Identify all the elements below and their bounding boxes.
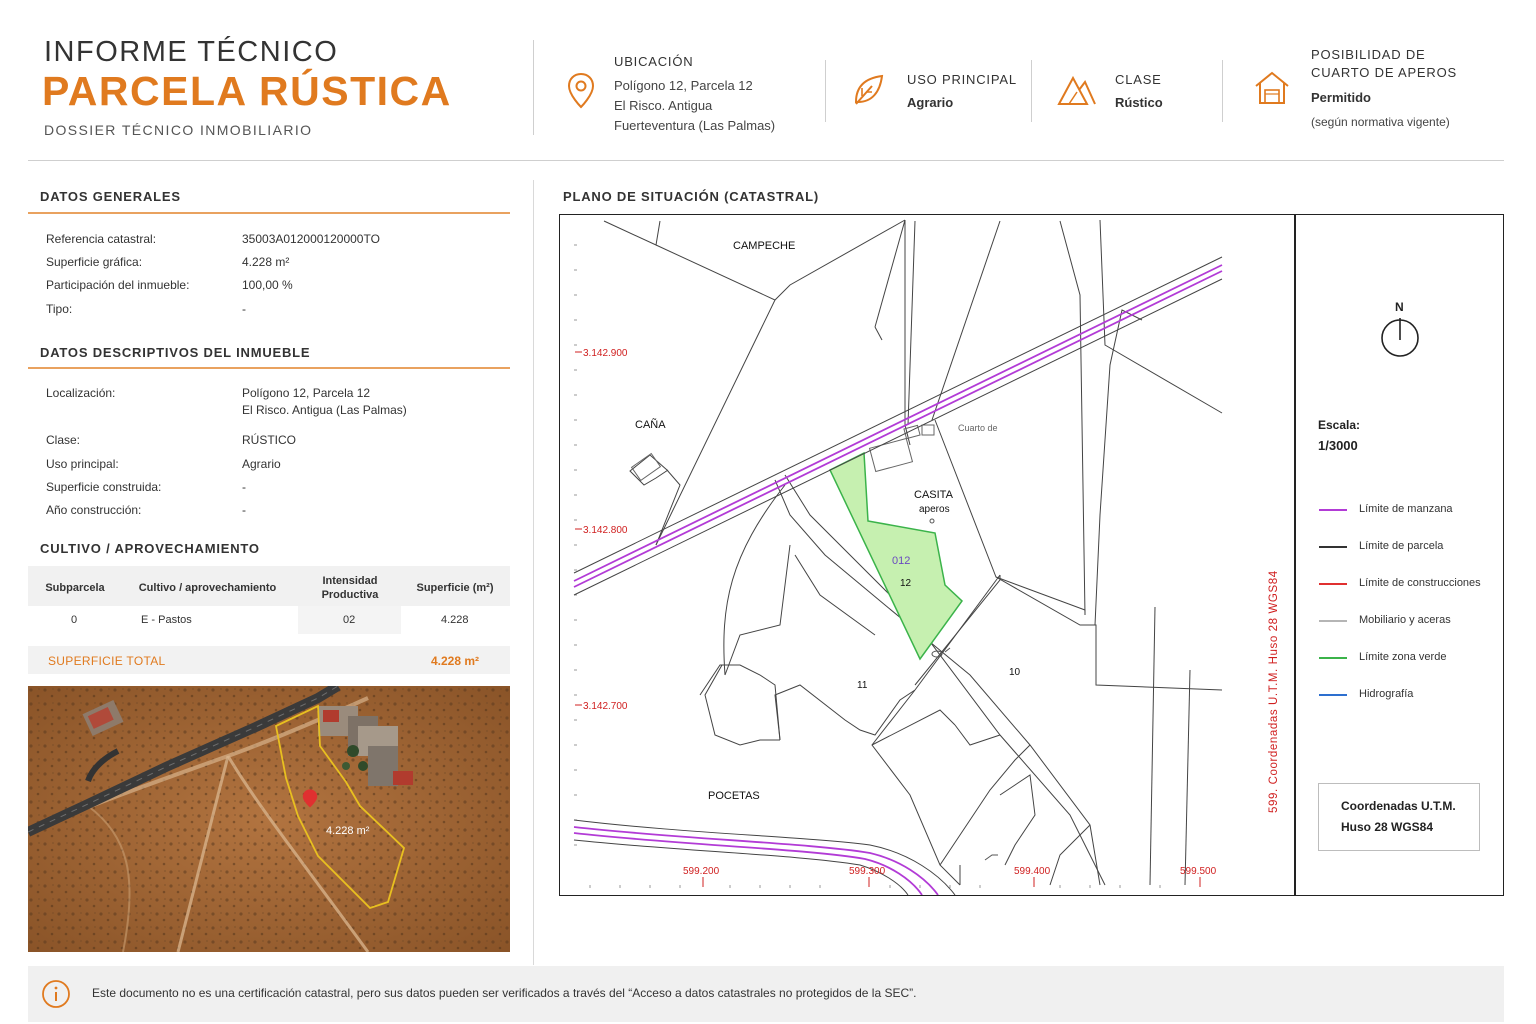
north-arrow-icon	[1380, 316, 1420, 358]
header-divider	[533, 40, 534, 135]
class-value: Rústico	[1115, 95, 1163, 110]
shed-note: (según normativa vigente)	[1311, 115, 1450, 129]
type-value: -	[242, 302, 246, 316]
col-intensity-line2: Productiva	[321, 589, 379, 601]
participation-key: Participación del inmueble:	[46, 278, 190, 292]
cadastral-ref-key: Referencia catastral:	[46, 232, 157, 246]
scale-label: Escala:	[1318, 418, 1361, 432]
label-pocetas: POCETAS	[708, 790, 760, 802]
built-area-value: -	[242, 480, 246, 494]
utm-box-line1: Coordenadas U.T.M.	[1341, 799, 1456, 813]
main-use-value: Agrario	[242, 457, 281, 471]
location-line2: El Risco. Antigua	[614, 98, 713, 113]
use-label: USO PRINCIPAL	[907, 72, 1017, 87]
label-cuarto: Cuarto de	[958, 423, 998, 433]
class-value: RÚSTICO	[242, 433, 296, 447]
coordinate-tick-marks	[575, 352, 1200, 887]
north-label: N	[1395, 300, 1404, 314]
cadastral-map	[560, 215, 1294, 895]
info-icon	[41, 979, 71, 1009]
leaf-icon	[850, 72, 886, 108]
y-axis-ticks	[574, 245, 577, 845]
bottom-road	[574, 820, 955, 895]
crop-type-cell: E - Pastos	[141, 614, 192, 626]
scale-value: 1/3000	[1318, 438, 1358, 453]
report-title-line1: INFORME TÉCNICO	[44, 36, 339, 68]
main-use-key: Uso principal:	[46, 457, 119, 471]
legend-swatch-furniture	[1319, 620, 1347, 622]
legend-hydrography: Hidrografía	[1359, 688, 1414, 700]
report-title-line2: PARCELA RÚSTICA	[42, 68, 452, 114]
legend-parcel-limit: Límite de parcela	[1359, 540, 1444, 552]
aerial-photo	[28, 686, 510, 952]
build-year-value: -	[242, 503, 246, 517]
legend-green-zone: Límite zona verde	[1359, 651, 1447, 663]
general-data-title: DATOS GENERALES	[40, 189, 181, 204]
legend-swatch-buildings	[1319, 583, 1347, 585]
total-area-value: 4.228 m²	[431, 654, 480, 668]
legend-swatch-block	[1319, 509, 1347, 511]
location-label: UBICACIÓN	[614, 54, 694, 69]
parcel-11-label: 11	[857, 680, 868, 691]
descriptive-data-title: DATOS DESCRIPTIVOS DEL INMUEBLE	[40, 345, 311, 360]
house-icon	[1254, 70, 1290, 106]
map-title: PLANO DE SITUACIÓN (CATASTRAL)	[563, 189, 820, 204]
y-coord-label: 3.142.700	[583, 701, 628, 712]
col-area: Superficie (m²)	[416, 582, 494, 594]
cadastral-ref-value: 35003A012000120000TO	[242, 232, 380, 246]
report-header	[0, 0, 1536, 160]
utm-vertical-label: 599. Coordenadas U.T.M. Huso 28 WGS84	[1268, 570, 1280, 813]
location-pin-icon	[566, 72, 596, 110]
legend-swatch-parcel	[1319, 546, 1347, 548]
column-divider	[533, 180, 534, 965]
legend-furniture: Mobiliario y aceras	[1359, 614, 1451, 626]
parcel-012-label: 012	[892, 555, 911, 567]
x-coord-label: 599.300	[849, 866, 886, 877]
aerial-area-label: 4.228 m²	[326, 825, 370, 837]
location-key: Localización:	[46, 386, 116, 400]
class-key: Clase:	[46, 433, 81, 447]
legend-buildings-limit: Límite de construcciones	[1359, 577, 1481, 589]
shed-label-line1: POSIBILIDAD DE	[1311, 47, 1426, 62]
legend-divider	[1294, 214, 1296, 896]
label-cana: CAÑA	[635, 419, 666, 431]
label-aperos: aperos	[919, 504, 950, 515]
legend-swatch-hydrography	[1319, 694, 1347, 696]
location-value-line1: Polígono 12, Parcela 12	[242, 386, 371, 400]
x-coord-label: 599.500	[1180, 866, 1217, 877]
report-subtitle: DOSSIER TÉCNICO INMOBILIARIO	[44, 122, 313, 138]
crop-intensity-cell: 02	[343, 614, 356, 626]
section-rule	[28, 367, 510, 369]
build-year-key: Año construcción:	[46, 503, 142, 517]
type-key: Tipo:	[46, 302, 73, 316]
header-divider	[825, 60, 826, 122]
header-divider	[1031, 60, 1032, 122]
crop-title: CULTIVO / APROVECHAMIENTO	[40, 541, 260, 556]
x-axis-ticks	[590, 885, 1160, 888]
col-intensity-line1: Intensidad	[322, 575, 378, 587]
col-crop: Cultivo / aprovechamiento	[138, 582, 277, 594]
parcel-12-label: 12	[900, 578, 912, 589]
crop-area-cell: 4.228	[441, 614, 469, 626]
header-divider	[1222, 60, 1223, 122]
legend-block-limit: Límite de manzana	[1359, 503, 1453, 515]
location-value-line2: El Risco. Antigua (Las Palmas)	[242, 403, 407, 417]
location-line1: Polígono 12, Parcela 12	[614, 78, 753, 93]
participation-value: 100,00 %	[242, 278, 293, 292]
built-area-key: Superficie construida:	[46, 480, 162, 494]
section-rule	[28, 212, 510, 214]
x-coord-label: 599.400	[1014, 866, 1051, 877]
disclaimer-text: Este documento no es una certificación catastral, pero sus datos pueden ser verificados a través del “Acceso a datos catastrales no protegidos de la SEC”.	[92, 986, 917, 1000]
utm-box	[1318, 783, 1480, 851]
shed-value: Permitido	[1311, 90, 1371, 105]
class-label: CLASE	[1115, 72, 1162, 87]
y-coord-label: 3.142.800	[583, 525, 628, 536]
y-coord-label: 3.142.900	[583, 348, 628, 359]
location-line3: Fuerteventura (Las Palmas)	[614, 118, 776, 133]
x-coord-label: 599.200	[683, 866, 720, 877]
shed-label-line2: CUARTO DE APEROS	[1311, 65, 1457, 80]
crop-subparcel-cell: 0	[71, 614, 78, 626]
mountain-icon	[1057, 72, 1097, 106]
col-subparcel: Subparcela	[45, 582, 105, 594]
graphic-area-value: 4.228 m²	[242, 255, 290, 269]
utm-box-line2: Huso 28 WGS84	[1341, 820, 1434, 834]
header-divider-line	[28, 160, 1504, 161]
label-campeche: CAMPECHE	[733, 240, 796, 252]
graphic-area-key: Superficie gráfica:	[46, 255, 143, 269]
parcel-10-label: 10	[1009, 667, 1021, 678]
total-area-label: SUPERFICIE TOTAL	[48, 654, 166, 668]
use-value: Agrario	[907, 95, 954, 110]
label-casita: CASITA	[914, 489, 953, 501]
legend-swatch-green-zone	[1319, 657, 1347, 659]
